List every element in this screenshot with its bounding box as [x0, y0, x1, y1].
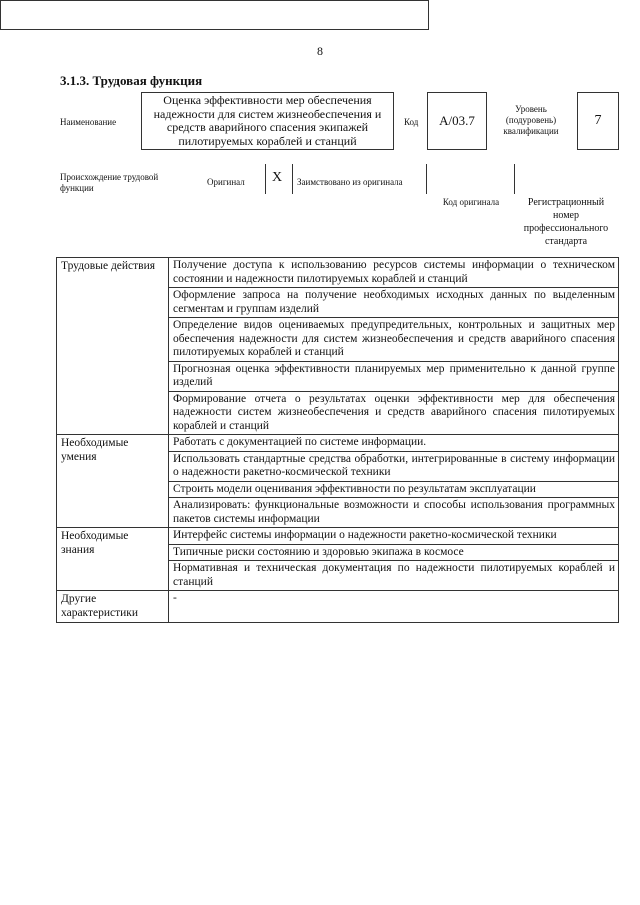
labor-actions-category: Трудовые действия: [57, 258, 169, 435]
skill-item: Использовать стандартные средства обработки, интегрированные в систему информации о надежности ракетно-космической техники: [169, 451, 619, 481]
section-title: 3.1.3. Трудовая функция: [60, 73, 203, 88]
origin-divider: [265, 164, 266, 194]
table-row: [57, 258, 619, 288]
knowledge-category: Необходимые знания: [57, 528, 169, 591]
origin-strip: [0, 0, 429, 30]
labor-function-table: [56, 257, 619, 623]
function-name-box: Оценка эффективности мер обеспечения надежности для систем жизнеобеспечения и средств аварийного спасения экипажей пилотируемых кораблей и станций: [141, 92, 394, 150]
skill-item: Строить модели оценивания эффективности по результатам эксплуатации: [169, 481, 619, 498]
skill-item: Анализировать: функциональные возможности и способы использования программных пакетов системы информации: [169, 498, 619, 528]
origin-label: Происхождение трудовой функции: [60, 172, 159, 193]
code-original-caption: Код оригинала: [442, 197, 500, 207]
other-characteristics-category: Другие характеристики: [57, 591, 169, 623]
code-value-box: А/03.7: [427, 92, 487, 150]
code-label: Код: [404, 117, 419, 127]
page-number: 8: [317, 44, 323, 58]
qualification-level-box: 7: [577, 92, 619, 150]
original-option: Оригинал: [207, 177, 245, 187]
qualification-level-label: Уровень (подуровень) квалификации: [503, 104, 559, 136]
labor-action-item: Прогнозная оценка эффективности планируемых мер применительно к данной группе изделий: [169, 361, 619, 391]
table-row: [57, 591, 619, 623]
labor-action-item: Оформление запроса на получение необходимых исходных данных по выделенным сегментам и группам изделий: [169, 288, 619, 318]
table-row: [57, 435, 619, 452]
skills-category: Необходимые умения: [57, 435, 169, 528]
skill-item: Работать с документацией по системе информации.: [169, 435, 619, 452]
labor-action-item: Определение видов оцениваемых предупредительных, контрольных и защитных мер обеспечения надежности для систем жизнеобеспечения и средств аварийного спасения пилотируемых кораблей и станций: [169, 318, 619, 362]
labor-action-item: Формирование отчета о результатах оценки эффективности мер для обеспечения надежности систем жизнеобеспечения и средств аварийного спасения пилотируемых кораблей и станций: [169, 391, 619, 435]
registration-number-caption: Регистрационный номер профессионального стандарта: [523, 197, 609, 247]
knowledge-item: Интерфейс системы информации о надежности ракетно-космической техники: [169, 528, 619, 545]
table-row: [57, 528, 619, 545]
borrowed-option: Заимствовано из оригинала: [297, 177, 403, 187]
original-checkmark: X: [272, 170, 283, 185]
labor-action-item: Получение доступа к использованию ресурсов системы информации о техническом состоянии и надежности пилотируемых кораблей и станций: [169, 258, 619, 288]
origin-divider: [292, 164, 293, 194]
name-label: Наименование: [60, 117, 117, 127]
origin-divider: [514, 164, 515, 194]
knowledge-item: Типичные риски состоянию и здоровью экипажа в космосе: [169, 544, 619, 561]
other-characteristics-value: -: [169, 591, 619, 623]
knowledge-item: Нормативная и техническая документация по надежности пилотируемых кораблей и станций: [169, 561, 619, 591]
origin-divider: [426, 164, 427, 194]
